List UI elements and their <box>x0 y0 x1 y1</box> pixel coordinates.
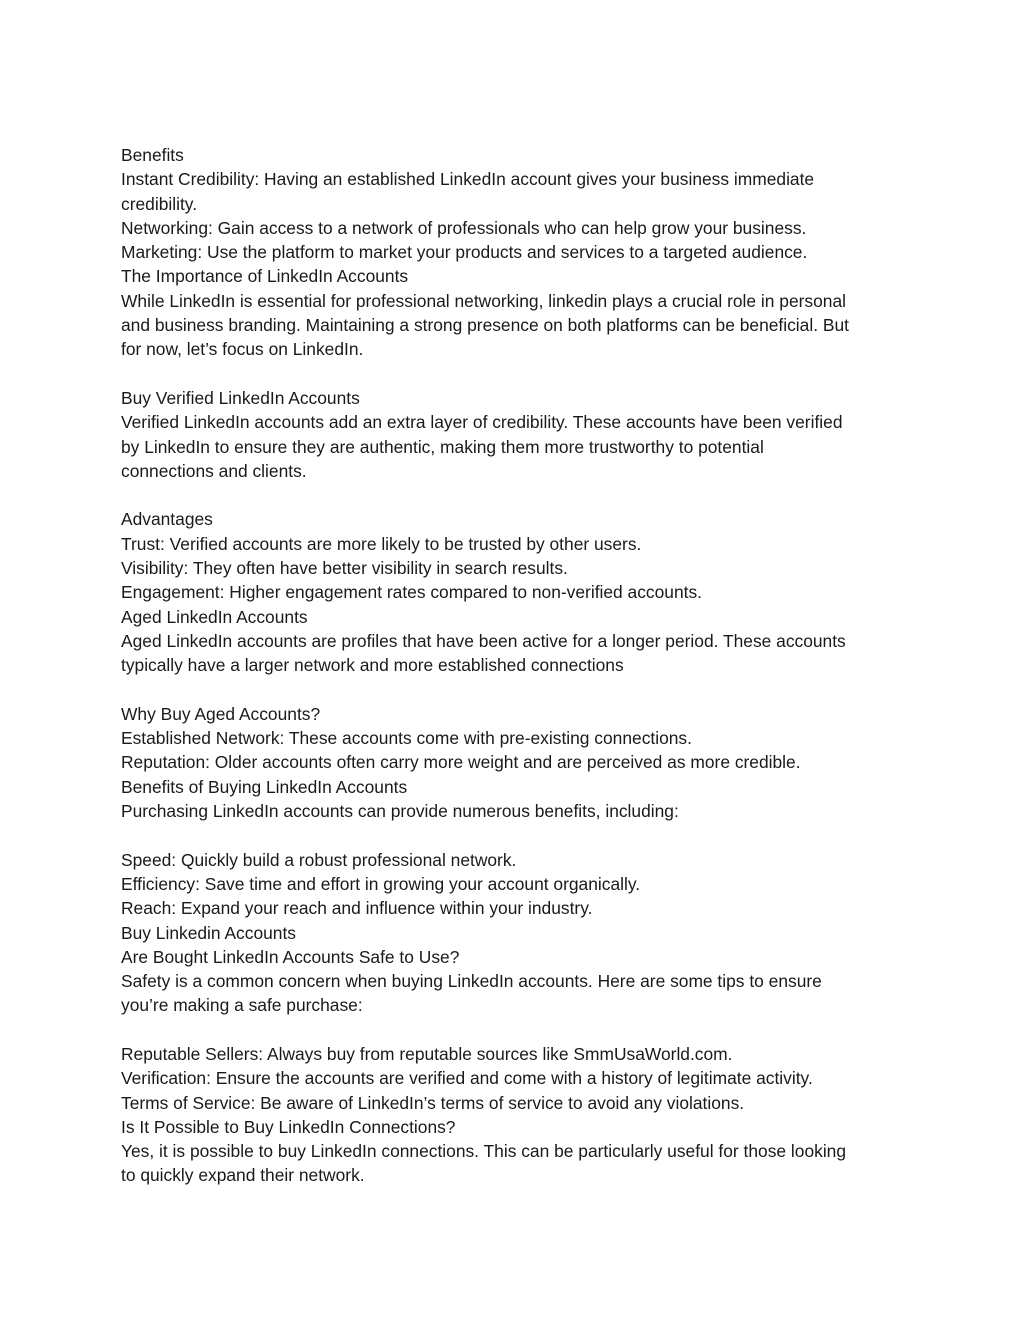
paragraph-block <box>121 386 911 483</box>
text-line: Safety is a common concern when buying LinkedIn accounts. Here are some tips to ensure <box>121 971 822 992</box>
text-line: Why Buy Aged Accounts? <box>121 703 321 724</box>
paragraph-block <box>121 1042 911 1188</box>
paragraph-block <box>121 848 911 1018</box>
text-line: Yes, it is possible to buy LinkedIn connections. This can be particularly useful for those looking <box>121 1141 847 1162</box>
text-line: Verified LinkedIn accounts add an extra layer of credibility. These accounts have been verified <box>121 412 843 433</box>
text-line: and business branding. Maintaining a strong presence on both platforms can be beneficial. But <box>121 315 849 336</box>
text-line: Advantages <box>121 509 213 530</box>
text-line: Aged LinkedIn accounts are profiles that have been active for a longer period. These accounts <box>121 630 846 651</box>
text-line: Reputation: Older accounts often carry more weight and are perceived as more credible. <box>121 752 801 773</box>
text-line: Is It Possible to Buy LinkedIn Connections? <box>121 1116 456 1137</box>
text-line: Benefits <box>121 145 184 165</box>
text-line: to quickly expand their network. <box>121 1165 365 1186</box>
paragraph-block <box>121 507 911 677</box>
text-line: Aged LinkedIn Accounts <box>121 606 308 627</box>
text-line: typically have a larger network and more established connections <box>121 655 624 676</box>
text-line: Benefits of Buying LinkedIn Accounts <box>121 776 408 797</box>
text-line: Buy Verified LinkedIn Accounts <box>121 387 360 408</box>
paragraph-block <box>121 143 911 362</box>
text-line: Speed: Quickly build a robust professional network. <box>121 849 517 870</box>
text-line: connections and clients. <box>121 460 307 481</box>
text-line: Verification: Ensure the accounts are verified and come with a history of legitimate activity. <box>121 1068 813 1089</box>
text-line: The Importance of LinkedIn Accounts <box>121 266 409 287</box>
text-line: Visibility: They often have better visibility in search results. <box>121 558 568 579</box>
text-line: Established Network: These accounts come with pre-existing connections. <box>121 728 692 749</box>
text-line: Purchasing LinkedIn accounts can provide numerous benefits, including: <box>121 801 679 822</box>
text-line: Are Bought LinkedIn Accounts Safe to Use? <box>121 946 460 967</box>
text-line: you’re making a safe purchase: <box>121 995 363 1016</box>
text-line: credibility. <box>121 193 198 214</box>
text-line: Instant Credibility: Having an established LinkedIn account gives your business immediate <box>121 169 815 190</box>
text-line: Reach: Expand your reach and influence within your industry. <box>121 898 593 919</box>
text-line: by LinkedIn to ensure they are authentic, making them more trustworthy to potential <box>121 436 764 457</box>
text-line: for now, let’s focus on LinkedIn. <box>121 339 364 360</box>
text-line: Reputable Sellers: Always buy from reputable sources like SmmUsaWorld.com. <box>121 1043 733 1064</box>
text-line: Buy Linkedin Accounts <box>121 922 296 943</box>
text-line: Engagement: Higher engagement rates compared to non-verified accounts. <box>121 582 702 603</box>
text-line: Trust: Verified accounts are more likely to be trusted by other users. <box>121 533 642 554</box>
text-line: Terms of Service: Be aware of LinkedIn’s terms of service to avoid any violations. <box>121 1092 745 1113</box>
text-line: Marketing: Use the platform to market your products and services to a targeted audience. <box>121 242 808 263</box>
paragraph-block <box>121 702 911 823</box>
text-line: While LinkedIn is essential for professional networking, linkedin plays a crucial role in personal <box>121 290 846 311</box>
text-line: Efficiency: Save time and effort in growing your account organically. <box>121 873 641 894</box>
document-page <box>121 143 911 1212</box>
text-line: Networking: Gain access to a network of professionals who can help grow your business. <box>121 217 807 238</box>
